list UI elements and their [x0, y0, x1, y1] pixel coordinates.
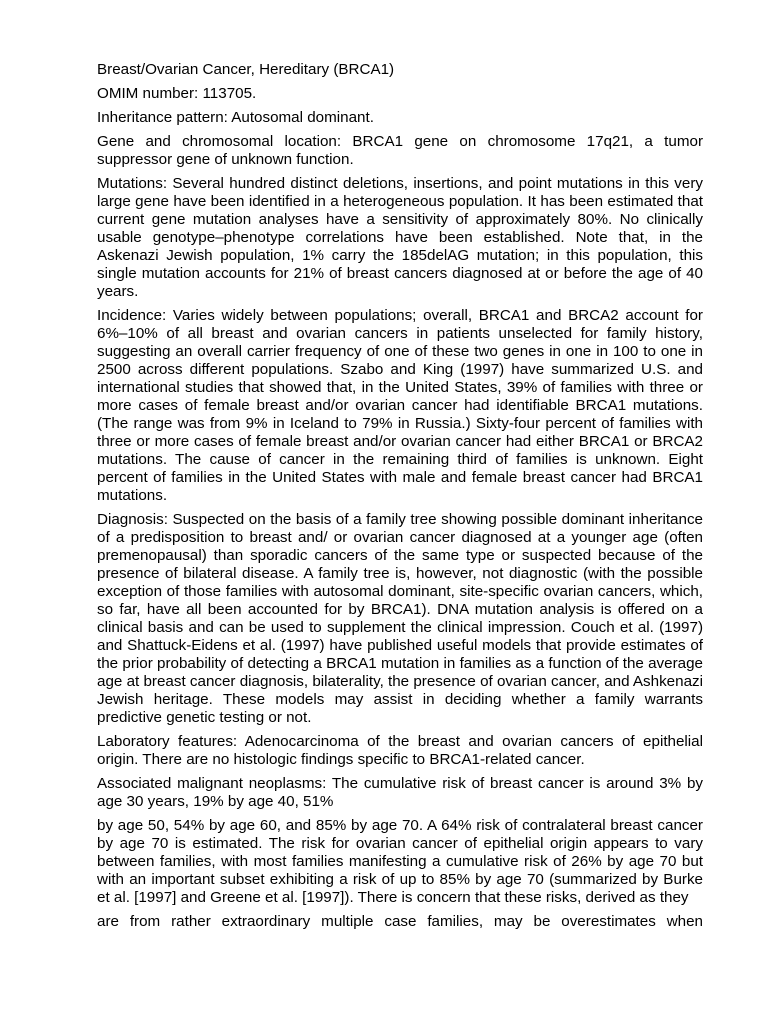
- associated-neoplasms-paragraph: Associated malignant neoplasms: The cumulative risk of breast cancer is around 3% by age 30 years, 19% by age 40, 51%: [97, 775, 703, 810]
- diagnosis-paragraph: Diagnosis: Suspected on the basis of a family tree showing possible dominant inheritance of a predisposition to breast and/ or ovarian cancer diagnosed at a younger age (often premenopausal) than sporadic cancers of the same type or suspected because of the presence of bilateral disease. A family tree is, however, not diagnostic (with the possible exception of those families with autosomal dominant, site-specific ovarian cancers, which, so far, have all been accounted for by BRCA1). DNA mutation analysis is offered on a clinical basis and can be used to supplement the clinical impression. Couch et al. (1997) and Shattuck-Eidens et al. (1997) have published useful models that provide estimates of the prior probability of detecting a BRCA1 mutation in families as a function of the average age at breast cancer diagnosis, bilaterality, the presence of ovarian cancer, and Ashkenazi Jewish heritage. These models may assist in deciding whether a family warrants predictive genetic testing or not.: [97, 511, 703, 726]
- gene-location-paragraph: Gene and chromosomal location: BRCA1 gene on chromosome 17q21, a tumor suppressor gene of unknown function.: [97, 133, 703, 168]
- omim-number: OMIM number: 113705.: [97, 85, 257, 102]
- inheritance-pattern: Inheritance pattern: Autosomal dominant.: [97, 109, 374, 126]
- laboratory-features-paragraph: Laboratory features: Adenocarcinoma of the breast and ovarian cancers of epithelial origin. There are no histologic findings specific to BRCA1-related cancer.: [97, 733, 703, 768]
- document-page: [97, 61, 703, 937]
- document-title: Breast/Ovarian Cancer, Hereditary (BRCA1): [97, 61, 395, 78]
- mutations-paragraph: Mutations: Several hundred distinct deletions, insertions, and point mutations in this very large gene have been identified in a heterogeneous population. It has been estimated that current gene mutation analyses have a sensitivity of approximately 80%. No clinically usable genotype–phenotype correlations have been established. Note that, in the Askenazi Jewish population, 1% carry the 185delAG mutation; in this population, this single mutation accounts for 21% of breast cancers diagnosed at or before the age of 40 years.: [97, 175, 703, 300]
- associated-neoplasms-continuation: by age 50, 54% by age 60, and 85% by age 70. A 64% risk of contralateral breast cancer by age 70 is estimated. The risk for ovarian cancer of epithelial origin appears to vary between families, with most families manifesting a cumulative risk of 26% by age 70 but with an important subset exhibiting a risk of up to 85% by age 70 (summarized by Burke et al. [1997] and Greene et al. [1997]). There is concern that these risks, derived as they: [97, 817, 703, 906]
- final-line: are from rather extraordinary multiple case families, may be overestimates when: [97, 913, 703, 930]
- incidence-paragraph: Incidence: Varies widely between populations; overall, BRCA1 and BRCA2 account for 6%–10% of all breast and ovarian cancers in patients unselected for family history, suggesting an overall carrier frequency of one of these two genes in one in 100 to one in 2500 across different populations. Szabo and King (1997) have summarized U.S. and international studies that showed that, in the United States, 39% of families with three or more cases of female breast and/or ovarian cancer had identifiable BRCA1 mutations. (The range was from 9% in Iceland to 79% in Russia.) Sixty-four percent of families with three or more cases of female breast and/or ovarian cancer had either BRCA1 or BRCA2 mutations. The cause of cancer in the remaining third of families is unknown. Eight percent of families in the United States with male and female breast cancer had BRCA1 mutations.: [97, 307, 703, 504]
